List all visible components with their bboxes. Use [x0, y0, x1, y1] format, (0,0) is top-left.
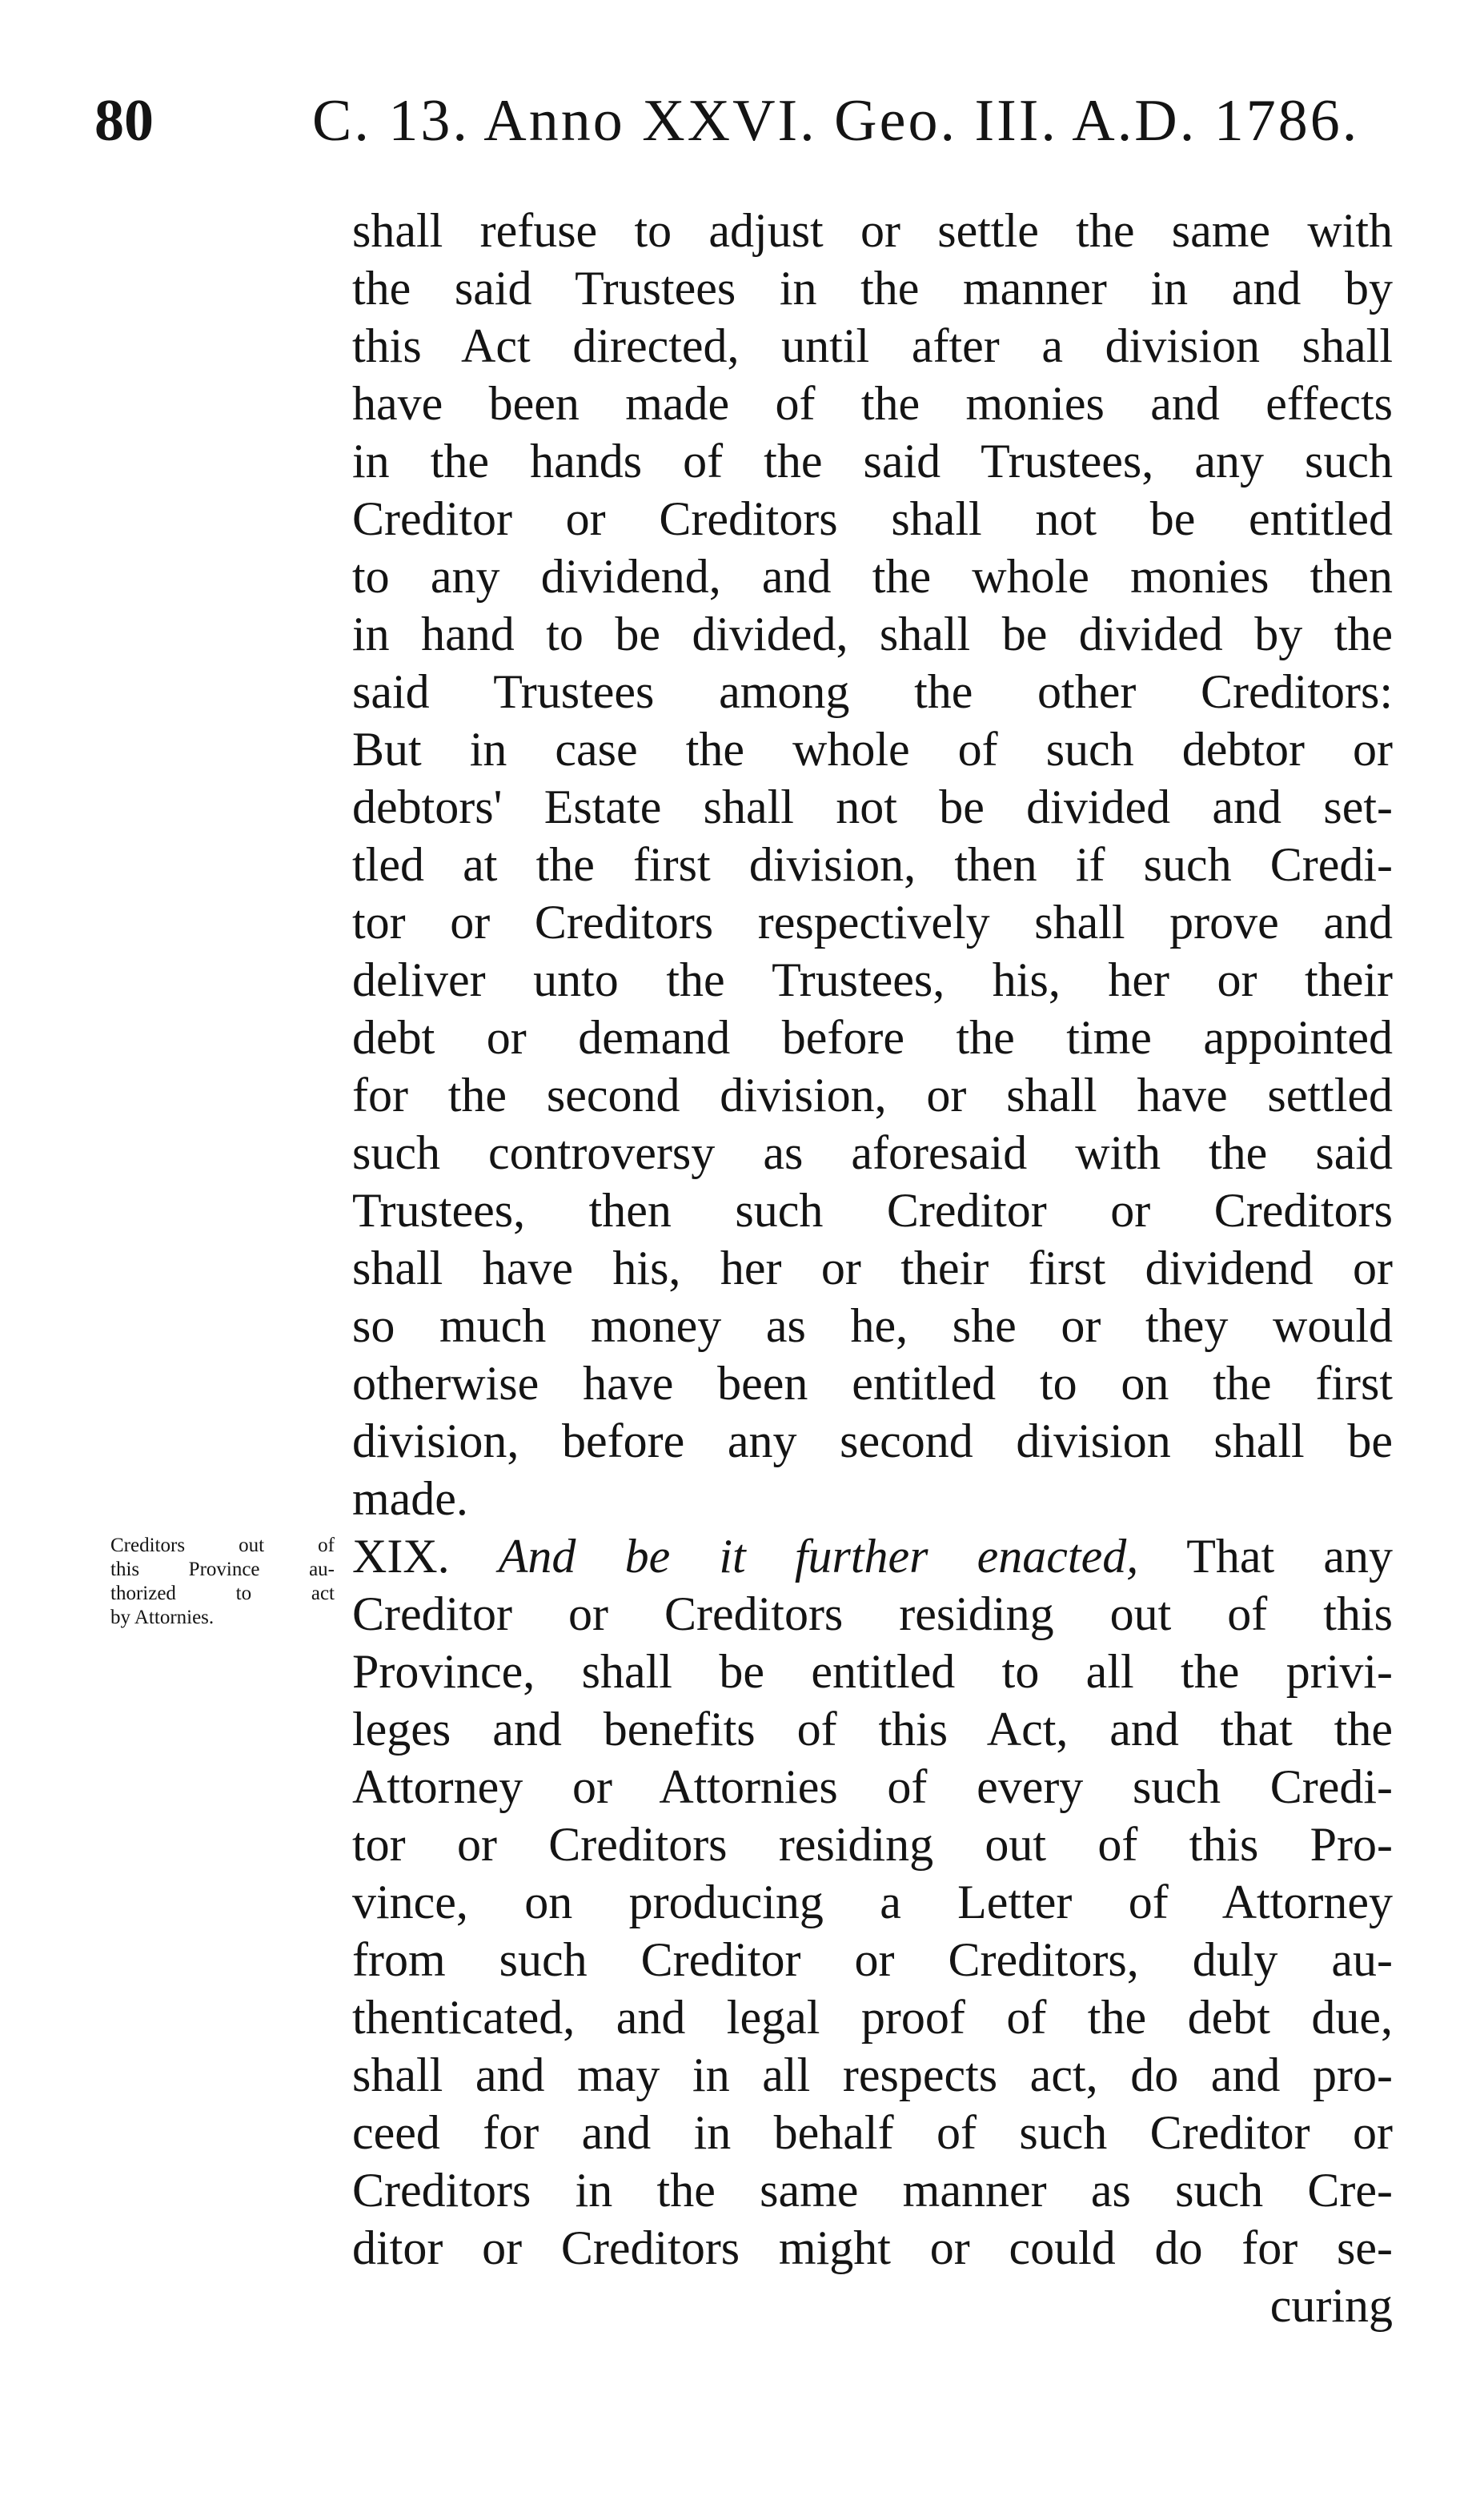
marginal-note-line: by Attornies.: [110, 1607, 215, 1628]
running-head: [94, 77, 1391, 165]
text-line: shall refuse to adjust or settle the same with: [352, 204, 1393, 257]
text-line: Attorney or Attornies of every such Credi-: [352, 1760, 1393, 1813]
text-line: thenticated, and legal proof of the debt due,: [352, 1991, 1393, 2044]
marginal-note-line: Creditors out of: [110, 1535, 335, 1556]
text-line: tled at the first division, then if such Credi-: [352, 838, 1393, 891]
marginal-note-line: thorized to act: [110, 1583, 335, 1604]
text-line: tor or Creditors residing out of this Pro-: [352, 1818, 1393, 1871]
text-line: Creditor or Creditors residing out of this: [352, 1587, 1393, 1640]
text-line: vince, on producing a Letter of Attorney: [352, 1876, 1393, 1928]
marginal-note-line: this Province au-: [110, 1559, 335, 1580]
text-line: division, before any second division shall be: [352, 1415, 1393, 1467]
text-line: this Act directed, until after a division shall: [352, 319, 1393, 372]
text-line: debt or demand before the time appointed: [352, 1011, 1393, 1064]
section-heading-line: [352, 1527, 1393, 1585]
text-line: have been made of the monies and effects: [352, 377, 1393, 430]
text-line: deliver unto the Trustees, his, her or their: [352, 953, 1393, 1006]
catchword: curing: [1269, 2279, 1393, 2332]
text-line: Creditor or Creditors shall not be entitled: [352, 492, 1393, 545]
text-line: so much money as he, she or they would: [352, 1299, 1393, 1352]
text-line: to any dividend, and the whole monies then: [352, 550, 1393, 603]
text-line: made.: [352, 1472, 468, 1525]
text-fragment: That any: [1186, 1530, 1393, 1583]
marginal-note: [110, 1534, 335, 1630]
enacting-clause: And be it further enacted,: [498, 1530, 1139, 1583]
text-line: Province, shall be entitled to all the privi-: [352, 1645, 1393, 1698]
text-line: tor or Creditors respectively shall prove and: [352, 896, 1393, 949]
text-line: for the second division, or shall have settled: [352, 1069, 1393, 1122]
text-line: ditor or Creditors might or could do for se-: [352, 2221, 1393, 2274]
text-line: otherwise have been entitled to on the first: [352, 1357, 1393, 1410]
text-line: Trustees, then such Creditor or Creditors: [352, 1184, 1393, 1237]
text-line: in the hands of the said Trustees, any such: [352, 435, 1393, 488]
text-line: debtors' Estate shall not be divided and set-: [352, 781, 1393, 833]
text-line: ceed for and in behalf of such Creditor or: [352, 2106, 1393, 2159]
text-line: shall have his, her or their first dividend or: [352, 1242, 1393, 1294]
section-number: XIX.: [352, 1530, 450, 1583]
text-line: said Trustees among the other Creditors:: [352, 665, 1393, 718]
statute-citation: C. 13. Anno XXVI. Geo. III. A.D. 1786.: [312, 88, 1360, 154]
text-line: But in case the whole of such debtor or: [352, 723, 1393, 776]
text-line: shall and may in all respects act, do and pro-: [352, 2049, 1393, 2101]
text-line: such controversy as aforesaid with the said: [352, 1126, 1393, 1179]
text-line: leges and benefits of this Act, and that the: [352, 1703, 1393, 1756]
body-text: [352, 202, 1393, 2334]
text-line: the said Trustees in the manner in and by: [352, 262, 1393, 315]
text-line: from such Creditor or Creditors, duly au-: [352, 1933, 1393, 1986]
text-line: Creditors in the same manner as such Cre-: [352, 2164, 1393, 2217]
page-number: 80: [94, 88, 154, 154]
text-line: in hand to be divided, shall be divided by the: [352, 608, 1393, 660]
